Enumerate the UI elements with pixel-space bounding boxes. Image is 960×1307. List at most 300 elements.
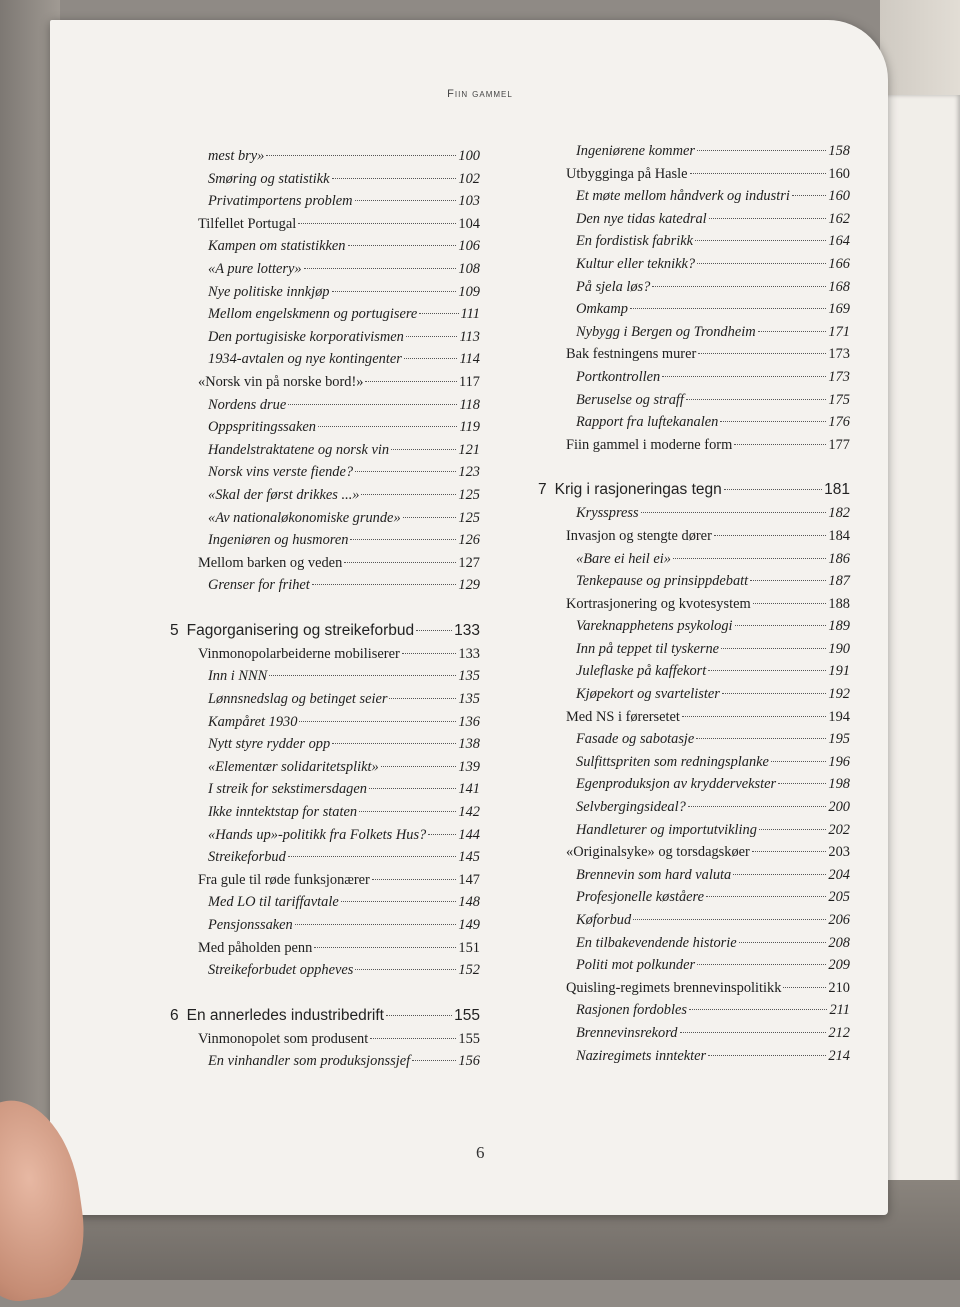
dot-leader xyxy=(696,738,826,739)
entry-page-number: 177 xyxy=(828,436,850,453)
entry-title: Pensjonssaken xyxy=(208,917,293,933)
toc-subsection-entry xyxy=(538,570,850,593)
toc-subsection-entry xyxy=(170,168,480,191)
entry-page-number: 148 xyxy=(458,894,480,911)
toc-subsection-entry xyxy=(538,773,850,796)
entry-page-number: 196 xyxy=(828,753,850,770)
entry-page-number: 195 xyxy=(828,731,850,748)
entry-title: Vareknapphetens psykologi xyxy=(576,618,733,635)
dot-leader xyxy=(708,670,826,671)
entry-title: Vinmonopolet som produsent xyxy=(198,1030,369,1047)
entry-page-number: 189 xyxy=(828,618,850,635)
entry-title: Streikeforbudet oppheves xyxy=(208,962,354,979)
dot-leader xyxy=(298,223,456,224)
entry-page-number: 123 xyxy=(458,464,480,481)
dot-leader xyxy=(752,851,827,852)
entry-title: Fagorganisering og streikeforbud xyxy=(186,621,415,639)
dot-leader xyxy=(350,539,456,540)
entry-title: Streikeforbud xyxy=(208,849,286,866)
entry-title: Brennevin som hard valuta xyxy=(576,866,732,883)
entry-title: Fasade og sabotasje xyxy=(576,731,695,748)
dot-leader xyxy=(416,630,452,631)
dot-leader xyxy=(734,444,826,445)
entry-title: Mellom engelskmenn og portugisere xyxy=(208,306,418,323)
toc-chapter-entry xyxy=(538,478,850,502)
entry-title: Grenser for frihet xyxy=(208,577,310,594)
toc-subsection-entry xyxy=(170,439,480,462)
entry-page-number: 211 xyxy=(829,1002,850,1019)
dot-leader xyxy=(318,426,458,427)
dot-leader xyxy=(641,512,827,513)
entry-title: Med LO til tariffavtale xyxy=(208,894,339,911)
entry-page-number: 103 xyxy=(458,193,480,210)
entry-page-number: 151 xyxy=(458,939,480,956)
toc-section-entry xyxy=(538,977,850,1000)
entry-title: Norsk vins verste fiende? xyxy=(208,464,354,481)
toc-section-entry xyxy=(538,593,850,616)
toc-subsection-entry xyxy=(170,688,480,711)
dot-leader xyxy=(412,1060,456,1061)
entry-title: Kampen om statistikken xyxy=(208,238,346,255)
entry-page-number: 125 xyxy=(458,509,480,526)
dot-leader xyxy=(724,489,822,490)
entry-title: Tilfellet Portugal xyxy=(198,215,297,232)
chapter-number: 7 xyxy=(538,481,547,499)
dot-leader xyxy=(361,494,456,495)
dot-leader xyxy=(697,263,826,264)
toc-section-entry xyxy=(170,1028,480,1051)
entry-title: Portkontrollen xyxy=(576,368,661,385)
dot-leader xyxy=(355,471,456,472)
entry-title: Beruselse og straff xyxy=(576,391,684,408)
toc-subsection-entry xyxy=(538,796,850,819)
toc-subsection-entry xyxy=(538,411,850,434)
entry-page-number: 164 xyxy=(828,233,850,250)
entry-title: Oppspritingssaken xyxy=(208,419,316,436)
toc-chapter-entry xyxy=(170,1004,480,1028)
entry-page-number: 139 xyxy=(458,758,480,775)
entry-page-number: 210 xyxy=(828,979,850,996)
dot-leader xyxy=(266,155,456,156)
entry-page-number: 119 xyxy=(459,419,480,436)
entry-title: «Bare ei heil ei» xyxy=(576,550,671,567)
toc-right-column xyxy=(538,140,850,1067)
entry-page-number: 136 xyxy=(458,713,480,730)
entry-page-number: 202 xyxy=(828,821,850,838)
dot-leader xyxy=(720,421,826,422)
entry-title: «A pure lottery» xyxy=(208,260,302,277)
entry-title: Et møte mellom håndverk og industri xyxy=(576,188,790,205)
dot-leader xyxy=(370,1038,456,1039)
dot-leader xyxy=(428,834,456,835)
entry-page-number: 209 xyxy=(828,957,850,974)
entry-page-number: 155 xyxy=(458,1030,480,1047)
toc-subsection-entry xyxy=(170,145,480,168)
entry-title: Rapport fra luftekanalen xyxy=(576,414,719,431)
entry-page-number: 162 xyxy=(828,210,850,227)
chapter-number: 6 xyxy=(170,1006,179,1024)
entry-page-number: 155 xyxy=(454,1006,480,1024)
entry-page-number: 117 xyxy=(458,373,480,390)
toc-subsection-entry xyxy=(538,1022,850,1045)
entry-page-number: 184 xyxy=(828,527,850,544)
next-page-edge xyxy=(882,95,960,1215)
dot-leader xyxy=(332,743,456,744)
toc-section-entry xyxy=(170,937,480,960)
toc-subsection-entry xyxy=(538,1045,850,1068)
entry-page-number: 188 xyxy=(828,595,850,612)
dot-leader xyxy=(689,1009,827,1010)
entry-title: Inn på teppet til tyskerne xyxy=(576,640,720,657)
dot-leader xyxy=(708,1055,826,1056)
entry-title: Bak festningens murer xyxy=(566,346,697,363)
dot-leader xyxy=(673,558,826,559)
toc-subsection-entry xyxy=(538,366,850,389)
entry-page-number: 181 xyxy=(824,481,850,499)
toc-subsection-entry xyxy=(170,484,480,507)
toc-subsection-entry xyxy=(538,954,850,977)
dot-leader xyxy=(630,308,826,309)
entry-page-number: 208 xyxy=(828,934,850,951)
entry-title: mest bry» xyxy=(208,148,265,164)
entry-page-number: 138 xyxy=(458,736,480,753)
toc-subsection-entry xyxy=(170,348,480,371)
entry-page-number: 127 xyxy=(458,554,480,571)
entry-title: Nye politiske innkjøp xyxy=(208,283,330,300)
entry-page-number: 190 xyxy=(828,640,850,657)
entry-title: Invasjon og stengte dører xyxy=(566,527,712,544)
toc-subsection-entry xyxy=(538,638,850,661)
dot-leader xyxy=(682,716,827,717)
entry-title: Med NS i førersetet xyxy=(566,708,680,725)
entry-page-number: 173 xyxy=(828,368,850,385)
entry-page-number: 135 xyxy=(458,691,480,708)
dot-leader xyxy=(355,200,457,201)
dot-leader xyxy=(709,218,827,219)
dot-leader xyxy=(771,761,826,762)
dot-leader xyxy=(652,286,826,287)
dot-leader xyxy=(739,942,827,943)
dot-leader xyxy=(403,517,457,518)
entry-page-number: 135 xyxy=(458,668,480,685)
entry-page-number: 129 xyxy=(458,577,480,594)
dot-leader xyxy=(758,331,827,332)
entry-page-number: 144 xyxy=(458,826,480,843)
entry-page-number: 169 xyxy=(828,301,850,318)
entry-title: Utbygginga på Hasle xyxy=(566,165,688,182)
entry-title: Mellom barken og veden xyxy=(198,554,343,571)
entry-title: Privatimportens problem xyxy=(208,193,353,210)
dot-leader xyxy=(295,924,457,925)
dot-leader xyxy=(721,648,826,649)
toc-subsection-entry xyxy=(538,819,850,842)
toc-subsection-entry xyxy=(538,751,850,774)
entry-title: Rasjonen fordobles xyxy=(576,1002,687,1019)
toc-subsection-entry xyxy=(170,574,480,597)
entry-title: Ingeniøren og husmoren xyxy=(208,532,349,549)
toc-subsection-entry xyxy=(170,529,480,552)
dot-leader xyxy=(690,173,827,174)
entry-page-number: 176 xyxy=(828,414,850,431)
entry-title: På sjela løs? xyxy=(576,278,651,295)
dot-leader xyxy=(662,376,826,377)
entry-title: Ikke inntektstap for staten xyxy=(208,804,358,821)
toc-subsection-entry xyxy=(538,999,850,1022)
entry-page-number: 158 xyxy=(828,143,850,159)
toc-section-entry xyxy=(170,643,480,666)
entry-page-number: 187 xyxy=(828,573,850,590)
entry-page-number: 104 xyxy=(458,215,480,232)
toc-subsection-entry xyxy=(538,660,850,683)
entry-page-number: 205 xyxy=(828,889,850,906)
entry-page-number: 186 xyxy=(828,550,850,567)
toc-subsection-entry xyxy=(170,914,480,937)
dot-leader xyxy=(389,698,456,699)
entry-page-number: 126 xyxy=(458,532,480,549)
entry-title: Ingeniørene kommer xyxy=(576,143,695,159)
toc-subsection-entry xyxy=(170,891,480,914)
entry-title: En tilbakevendende historie xyxy=(576,934,737,951)
entry-title: Juleflaske på kaffekort xyxy=(576,663,707,680)
toc-section-entry xyxy=(170,552,480,575)
entry-title: Kortrasjonering og kvotesystem xyxy=(566,595,751,612)
entry-title: Med påholden penn xyxy=(198,939,313,956)
entry-page-number: 160 xyxy=(828,188,850,205)
toc-subsection-entry xyxy=(170,190,480,213)
toc-section-entry xyxy=(170,371,480,394)
toc-subsection-entry xyxy=(170,778,480,801)
entry-page-number: 212 xyxy=(828,1024,850,1041)
entry-title: Inn i NNN xyxy=(208,668,268,685)
entry-title: Politi mot polkunder xyxy=(576,957,696,974)
toc-section-entry xyxy=(538,343,850,366)
dot-leader xyxy=(750,580,826,581)
entry-page-number: 142 xyxy=(458,804,480,821)
dot-leader xyxy=(698,353,826,354)
entry-page-number: 168 xyxy=(828,278,850,295)
entry-title: En fordistisk fabrikk xyxy=(576,233,693,250)
entry-title: Den portugisiske korporativismen xyxy=(208,328,404,345)
dot-leader xyxy=(733,874,826,875)
entry-title: Fiin gammel i moderne form xyxy=(566,436,733,453)
entry-title: I streik for sekstimersdagen xyxy=(208,781,367,798)
toc-subsection-entry xyxy=(170,1050,480,1073)
toc-subsection-entry xyxy=(538,502,850,525)
entry-page-number: 171 xyxy=(828,323,850,340)
toc-subsection-entry xyxy=(170,665,480,688)
entry-title: Nytt styre rydder opp xyxy=(208,736,331,753)
dot-leader xyxy=(714,535,827,536)
toc-subsection-entry xyxy=(538,140,850,163)
entry-title: Kampåret 1930 xyxy=(208,713,298,730)
entry-title: Nordens drue xyxy=(208,396,287,413)
entry-title: Egenproduksjon av kryddervekster xyxy=(576,776,777,793)
dot-leader xyxy=(402,653,457,654)
entry-page-number: 114 xyxy=(459,351,480,368)
entry-page-number: 100 xyxy=(458,148,480,164)
entry-page-number: 147 xyxy=(458,871,480,888)
entry-page-number: 192 xyxy=(828,686,850,703)
toc-section-entry xyxy=(170,869,480,892)
dot-leader xyxy=(299,721,456,722)
entry-page-number: 106 xyxy=(458,238,480,255)
toc-subsection-entry xyxy=(538,253,850,276)
entry-title: «Av nationaløkonomiske grunde» xyxy=(208,509,401,526)
toc-subsection-entry xyxy=(170,258,480,281)
entry-title: Quisling-regimets brennevinspolitikk xyxy=(566,979,782,996)
entry-title: Handelstraktatene og norsk vin xyxy=(208,441,390,458)
dot-leader xyxy=(735,625,827,626)
toc-chapter-entry xyxy=(170,619,480,643)
toc-subsection-entry xyxy=(170,326,480,349)
dot-leader xyxy=(688,806,827,807)
toc-subsection-entry xyxy=(170,733,480,756)
dot-leader xyxy=(359,811,456,812)
dot-leader xyxy=(269,675,456,676)
entry-page-number: 109 xyxy=(458,283,480,300)
dot-leader xyxy=(386,1015,452,1016)
toc-subsection-entry xyxy=(170,824,480,847)
entry-page-number: 152 xyxy=(458,962,480,979)
entry-title: «Originalsyke» og torsdagskøer xyxy=(566,844,750,861)
entry-title: «Hands up»-politikk fra Folkets Hus? xyxy=(208,826,427,843)
entry-title: Vinmonopolarbeiderne mobiliserer xyxy=(198,645,400,662)
toc-subsection-entry xyxy=(538,615,850,638)
entry-title: Kjøpekort og svartelister xyxy=(576,686,720,703)
dot-leader xyxy=(753,603,827,604)
toc-subsection-entry xyxy=(538,886,850,909)
dot-leader xyxy=(695,240,826,241)
entry-page-number: 175 xyxy=(828,391,850,408)
dot-leader xyxy=(706,896,826,897)
entry-title: «Skal der først drikkes ...» xyxy=(208,486,360,503)
entry-page-number: 111 xyxy=(460,306,480,323)
entry-page-number: 191 xyxy=(828,663,850,680)
entry-title: En vinhandler som produksjonssjef xyxy=(208,1053,411,1070)
entry-page-number: 133 xyxy=(454,621,480,639)
toc-subsection-entry xyxy=(170,846,480,869)
toc-section-entry xyxy=(538,706,850,729)
entry-page-number: 160 xyxy=(828,165,850,182)
entry-title: En annerledes industribedrift xyxy=(186,1006,384,1024)
dot-leader xyxy=(697,964,826,965)
entry-title: 1934-avtalen og nye kontingenter xyxy=(208,351,402,368)
entry-title: Sulfittspriten som redningsplanke xyxy=(576,753,769,770)
toc-subsection-entry xyxy=(538,276,850,299)
entry-title: Naziregimets inntekter xyxy=(576,1047,707,1064)
entry-page-number: 108 xyxy=(458,260,480,277)
dot-leader xyxy=(312,584,457,585)
toc-subsection-entry xyxy=(538,208,850,231)
toc-subsection-entry xyxy=(538,909,850,932)
entry-title: Lønnsnedslag og betinget seier xyxy=(208,691,388,708)
entry-title: Nybygg i Bergen og Trondheim xyxy=(576,323,756,340)
dot-leader xyxy=(759,829,826,830)
entry-title: Den nye tidas katedral xyxy=(576,210,707,227)
toc-subsection-entry xyxy=(170,416,480,439)
entry-title: Profesjonelle køståere xyxy=(576,889,705,906)
entry-page-number: 198 xyxy=(828,776,850,793)
toc-section-entry xyxy=(538,841,850,864)
entry-page-number: 200 xyxy=(828,799,850,816)
dot-leader xyxy=(332,178,457,179)
entry-page-number: 121 xyxy=(458,441,480,458)
entry-title: Fra gule til røde funksjonærer xyxy=(198,871,370,888)
toc-subsection-entry xyxy=(170,801,480,824)
toc-subsection-entry xyxy=(538,683,850,706)
dot-leader xyxy=(778,783,826,784)
entry-title: Selvbergingsideal? xyxy=(576,799,686,816)
entry-page-number: 206 xyxy=(828,912,850,928)
dot-leader xyxy=(355,969,456,970)
dot-leader xyxy=(722,693,827,694)
dot-leader xyxy=(391,449,456,450)
toc-subsection-entry xyxy=(170,959,480,982)
dot-leader xyxy=(406,336,458,337)
page-number: 6 xyxy=(476,1143,485,1162)
toc-subsection-entry xyxy=(170,394,480,417)
dot-leader xyxy=(686,399,826,400)
entry-page-number: 125 xyxy=(458,486,480,503)
entry-page-number: 173 xyxy=(828,346,850,363)
dot-leader xyxy=(697,150,826,151)
dot-leader xyxy=(344,562,456,563)
entry-title: Krysspress xyxy=(576,505,639,522)
toc-subsection-entry xyxy=(170,461,480,484)
dot-leader xyxy=(341,901,457,902)
dot-leader xyxy=(314,947,456,948)
toc-section-entry xyxy=(538,163,850,186)
toc-subsection-entry xyxy=(538,932,850,955)
entry-page-number: 145 xyxy=(458,849,480,866)
dot-leader xyxy=(372,879,457,880)
toc-section-entry xyxy=(538,434,850,457)
entry-page-number: 214 xyxy=(828,1047,850,1064)
dot-leader xyxy=(792,195,827,196)
toc-subsection-entry xyxy=(538,548,850,571)
toc-subsection-entry xyxy=(538,298,850,321)
dot-leader xyxy=(304,268,457,269)
dot-leader xyxy=(419,313,458,314)
dot-leader xyxy=(783,987,826,988)
dot-leader xyxy=(365,381,456,382)
toc-subsection-entry xyxy=(170,235,480,258)
entry-title: Køforbud xyxy=(576,912,632,928)
toc-subsection-entry xyxy=(538,185,850,208)
entry-page-number: 133 xyxy=(458,645,480,662)
dot-leader xyxy=(381,766,457,767)
entry-page-number: 113 xyxy=(459,328,480,345)
toc-subsection-entry xyxy=(538,389,850,412)
entry-page-number: 141 xyxy=(458,781,480,798)
entry-page-number: 149 xyxy=(458,917,480,933)
toc-subsection-entry xyxy=(170,711,480,734)
dot-leader xyxy=(288,404,457,405)
entry-title: Kultur eller teknikk? xyxy=(576,255,696,272)
entry-title: Tenkepause og prinsippdebatt xyxy=(576,573,749,590)
toc-subsection-entry xyxy=(538,321,850,344)
toc-subsection-entry xyxy=(170,756,480,779)
entry-title: «Norsk vin på norske bord!» xyxy=(198,373,364,390)
entry-page-number: 204 xyxy=(828,866,850,883)
entry-page-number: 203 xyxy=(828,844,850,861)
entry-title: Omkamp xyxy=(576,301,628,318)
toc-subsection-entry xyxy=(170,303,480,326)
toc-left-column xyxy=(170,145,480,1073)
toc-subsection-entry xyxy=(170,507,480,530)
chapter-number: 5 xyxy=(170,621,179,639)
entry-page-number: 102 xyxy=(458,170,480,187)
